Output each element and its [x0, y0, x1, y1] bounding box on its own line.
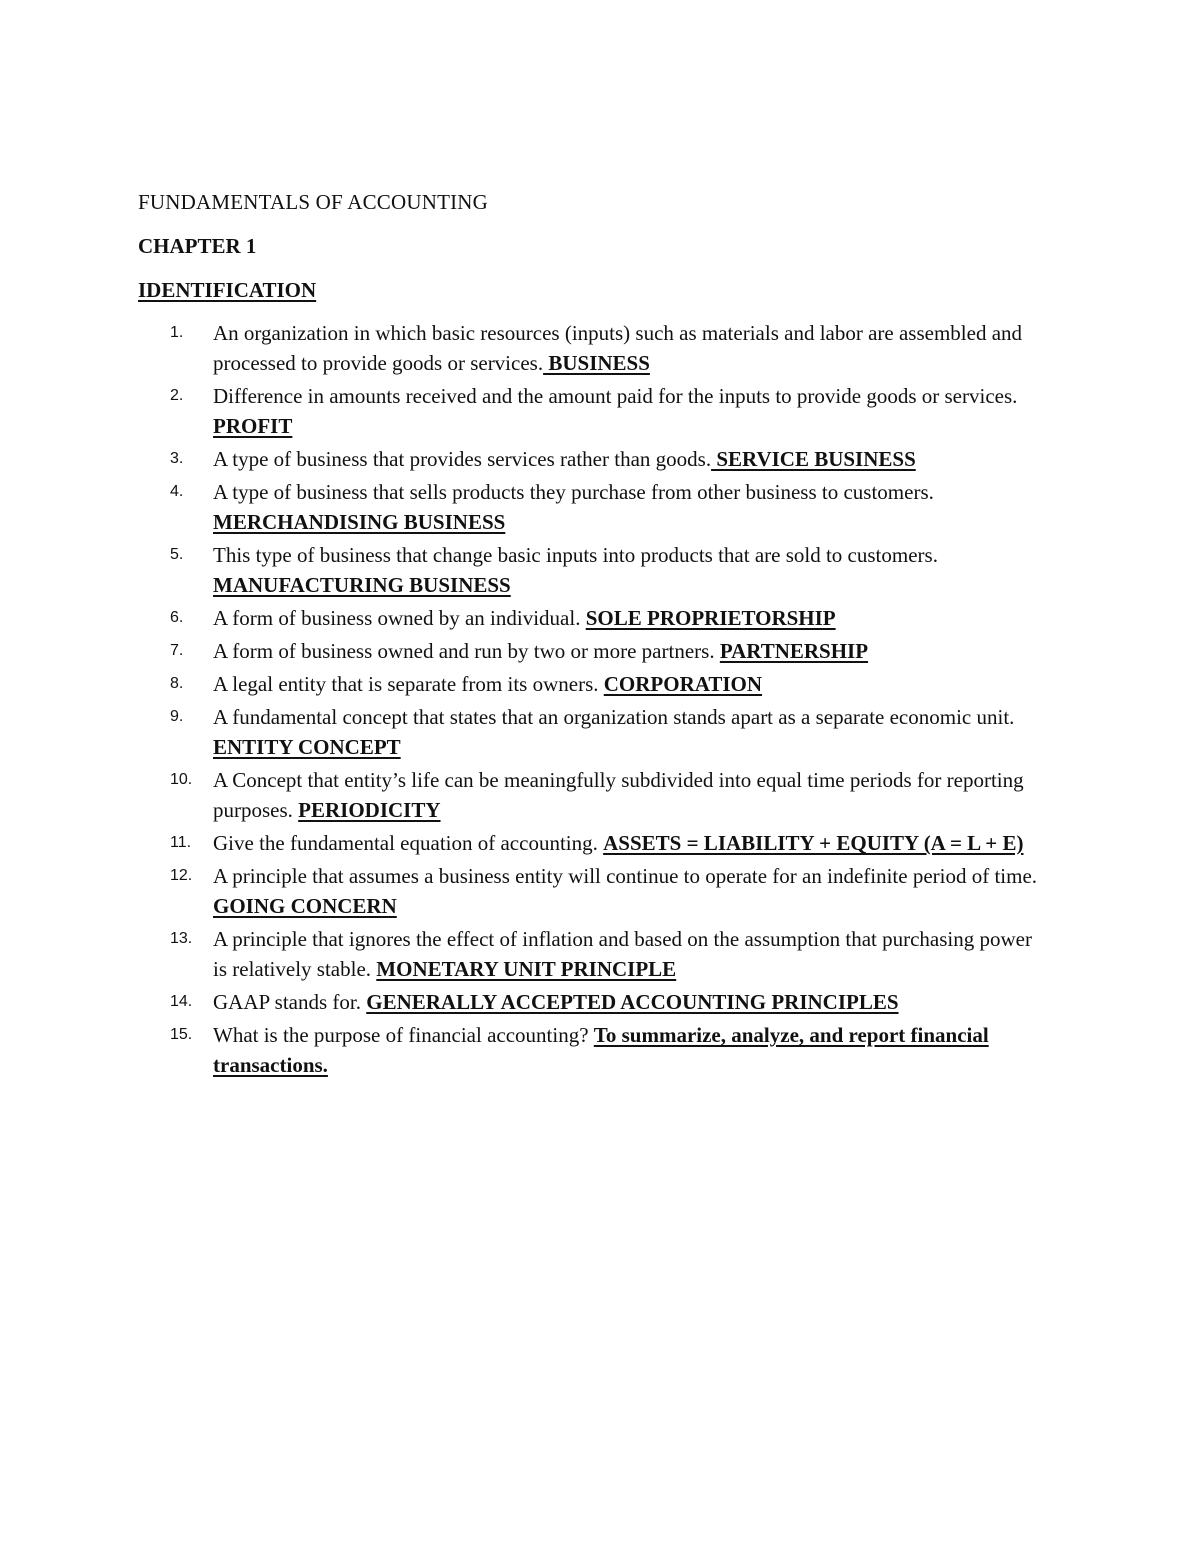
list-item [138, 861, 1048, 921]
item-answer: BUSINESS [543, 351, 650, 375]
item-number: 8. [170, 675, 184, 692]
item-number: 6. [170, 609, 184, 626]
list-item [138, 603, 1048, 633]
item-question: Give the fundamental equation of accounting. [213, 831, 598, 855]
item-question: Difference in amounts received and the amount paid for the inputs to provide goods or services. [213, 384, 1018, 408]
item-number: 3. [170, 450, 184, 467]
item-number: 2. [170, 387, 184, 404]
item-number: 9. [170, 708, 184, 725]
item-number: 4. [170, 483, 184, 500]
identification-list [138, 318, 1048, 1080]
item-answer: MERCHANDISING BUSINESS [213, 510, 506, 534]
item-answer: GOING CONCERN [213, 894, 397, 918]
document-content [138, 188, 1048, 1083]
section-heading: IDENTIFICATION [138, 278, 317, 302]
item-question: A fundamental concept that states that an organization stands apart as a separate economic unit. [213, 705, 1015, 729]
item-answer: ASSETS = LIABILITY + EQUITY (A = L + E) [603, 831, 1024, 855]
list-item [138, 540, 1048, 600]
item-answer: GENERALLY ACCEPTED ACCOUNTING PRINCIPLES [366, 990, 899, 1014]
item-number: 10. [170, 771, 193, 788]
item-number: 13. [170, 930, 193, 947]
item-question: This type of business that change basic inputs into products that are sold to customers. [213, 543, 938, 567]
item-answer: SOLE PROPRIETORSHIP [585, 606, 836, 630]
item-number: 12. [170, 867, 193, 884]
item-question: A principle that assumes a business entity will continue to operate for an indefinite period of time. [213, 864, 1038, 888]
list-item [138, 828, 1048, 858]
item-question: A principle that ignores the effect of inflation and based on the assumption that purchasing power is relatively stable. [213, 927, 1032, 981]
list-item [138, 318, 1048, 378]
item-question: A type of business that provides services rather than goods. [213, 447, 712, 471]
list-item [138, 924, 1048, 984]
item-question: A form of business owned by an individual. [213, 606, 581, 630]
item-answer: ENTITY CONCEPT [213, 735, 401, 759]
item-question: A legal entity that is separate from its owners. [213, 672, 599, 696]
item-answer: PERIODICITY [298, 798, 441, 822]
list-item [138, 444, 1048, 474]
item-answer: MONETARY UNIT PRINCIPLE [376, 957, 677, 981]
list-item [138, 636, 1048, 666]
item-number: 11. [170, 834, 192, 851]
item-answer: CORPORATION [603, 672, 763, 696]
item-number: 5. [170, 546, 184, 563]
list-item [138, 702, 1048, 762]
item-question: GAAP stands for. [213, 990, 361, 1014]
list-item [138, 477, 1048, 537]
item-answer: PROFIT [213, 414, 293, 438]
item-question: A type of business that sells products they purchase from other business to customers. [213, 480, 934, 504]
document-title: FUNDAMENTALS OF ACCOUNTING [138, 190, 489, 214]
item-answer: MANUFACTURING BUSINESS [213, 573, 511, 597]
item-answer: To summarize, analyze, and report financial transactions. [213, 1023, 989, 1077]
list-item [138, 765, 1048, 825]
item-number: 14. [170, 993, 193, 1010]
chapter-heading: CHAPTER 1 [138, 234, 257, 258]
item-answer: SERVICE BUSINESS [711, 447, 916, 471]
item-question: A Concept that entity’s life can be meaningfully subdivided into equal time periods for reporting purposes. [213, 768, 1024, 822]
list-item [138, 1020, 1048, 1080]
item-answer: PARTNERSHIP [719, 639, 869, 663]
item-number: 7. [170, 642, 184, 659]
item-question: An organization in which basic resources (inputs) such as materials and labor are assembled and processed to provide goods or services. [213, 321, 1023, 375]
item-number: 1. [170, 324, 184, 341]
list-item [138, 381, 1048, 441]
item-question: What is the purpose of financial accounting? [213, 1023, 589, 1047]
item-question: A form of business owned and run by two or more partners. [213, 639, 715, 663]
list-item [138, 669, 1048, 699]
item-number: 15. [170, 1026, 193, 1043]
list-item [138, 987, 1048, 1017]
